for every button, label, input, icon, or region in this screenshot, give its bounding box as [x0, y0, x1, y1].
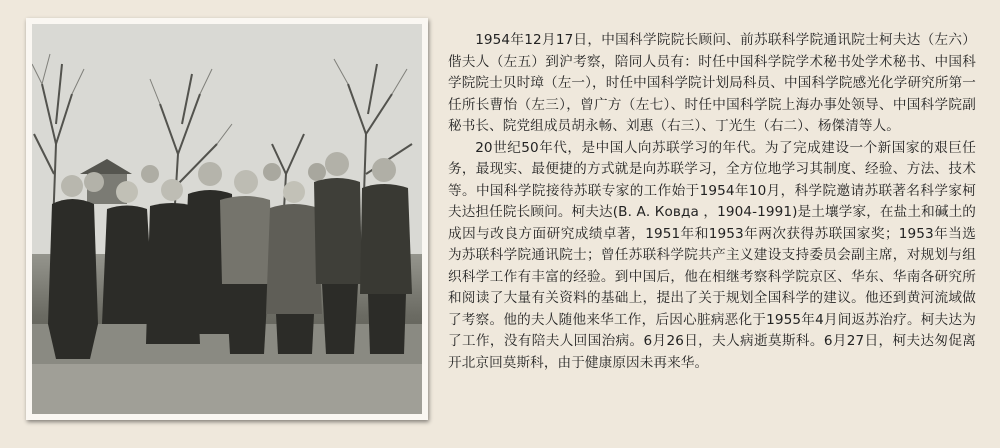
photo-frame [26, 18, 428, 420]
history-paragraph: 20世纪50年代，是中国人向苏联学习的年代。为了完成建设一个新国家的艰巨任务，最现实、最便捷的方式就是向苏联学习，全方位地学习其制度、经验、方法、技术等。中国科学院接待苏联专家的工作始于1954年10月，科学院邀请苏联著名科学家柯夫达担任院长顾问。柯夫达(В. А. Ковда ，1904-1991)是土壤学家，在盐土和碱土的成因与改良方面研究成绩卓著，1951年和1953年两次获得苏联国家奖；1953年当选为苏联科学院通讯院士；曾任苏联科学院共产主义建设支持委员会副主席，对规划与组织科学工作有丰富的经验。到中国后，他在相继考察科学院京区、华东、华南各研究所和阅读了大量有关资料的基础上，提出了关于规划全国科学的建议。他还到黄河流域做了考察。他的夫人随他来华工作，后因心脏病恶化于1955年4月间返苏治疗。柯夫达为了工作，没有陪夫人回国治病。6月26日，夫人病逝莫斯科。6月27日，柯夫达匆促离开北京回莫斯科，由于健康原因未再来华。 [448, 139, 976, 371]
caption-text [448, 30, 976, 374]
group-photo [32, 24, 422, 414]
group-photo-illustration [32, 24, 422, 414]
caption-paragraph: 1954年12月17日，中国科学院院长顾问、前苏联科学院通讯院士柯夫达（左六）偕夫人（左五）到沪考察，陪同人员有：时任中国科学院学术秘书处学术秘书、中国科学院院士贝时璋（左一），时任中国科学院计划局科员、中国科学院感光化学研究所第一任所长曹怡（左三），曾广方（左七）、时任中国科学院上海办事处领导、中国科学院副秘书长、院党组成员胡永畅、刘惠（右三）、丁光生（右二）、杨傑清等人。 [448, 32, 976, 134]
